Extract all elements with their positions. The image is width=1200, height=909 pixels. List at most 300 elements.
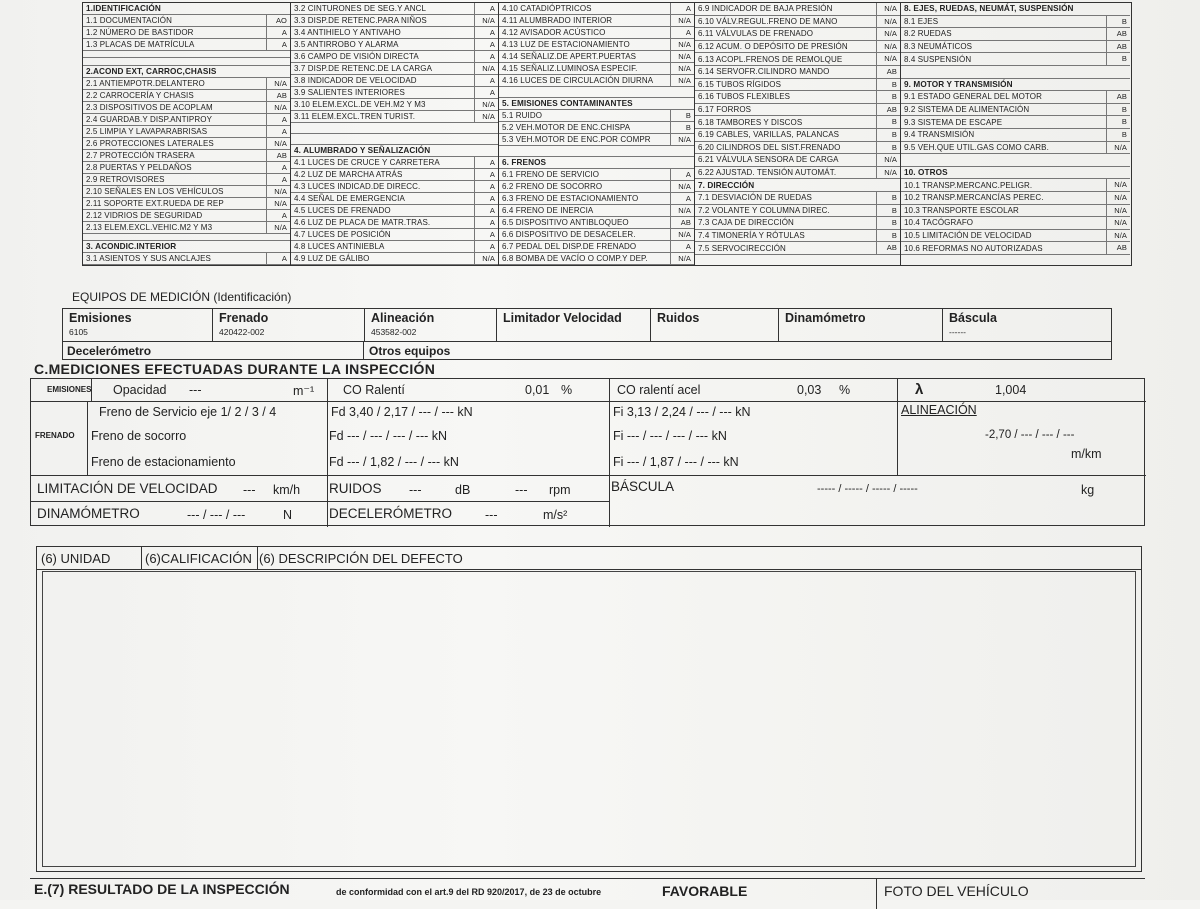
inspection-item-label: 2.11 SOPORTE EXT.RUEDA DE REP [86,198,224,208]
inspection-item-value: B [876,129,900,141]
inspection-item-value: A [474,3,498,14]
inspection-item [291,51,498,63]
inspection-item-value: B [1106,129,1130,141]
inspection-item-value [267,3,290,14]
section-header [901,167,1130,180]
limitacion-label: LIMITACIÓN DE VELOCIDAD [37,481,218,496]
inspection-item-value [671,157,694,168]
defects-header [37,547,1141,570]
inspection-item-label: 6.17 FORROS [698,105,752,115]
inspection-item-value [877,179,900,191]
inspection-item [499,134,694,146]
alineacion-unit: m/km [1071,447,1102,461]
inspection-item-value: N/A [670,75,694,86]
inspection-item-label: 5.3 VEH.MOTOR DE ENC.POR COMPR [502,135,651,144]
result-title: E.(7) RESULTADO DE LA INSPECCIÓN [34,881,290,897]
inspection-item [83,102,290,114]
inspection-item-label: 2.3 DISPOSITIVOS DE ACOPLAM [86,102,213,112]
inspection-item-value: N/A [670,205,694,216]
inspection-item-label: 10.2 TRANSP.MERCANCÍAS PEREC. [904,193,1044,203]
inspection-item-label: 6.14 SERVOFR.CILINDRO MANDO [698,67,830,77]
section-header [901,3,1130,16]
inspection-item-value: B [1106,16,1130,28]
inspection-item [499,39,694,51]
inspection-item-value [1107,66,1130,78]
lambda-label: λ [915,381,924,398]
alineacion-label: ALINEACIÓN [901,403,977,417]
inspection-item-label: 3.11 ELEM.EXCL.TREN TURIST. [294,112,416,121]
inspection-item-value: A [474,75,498,86]
inspection-item [499,229,694,241]
inspection-item [695,129,900,142]
inspection-item [291,241,498,253]
inspection-item-label: 5.2 VEH.MOTOR DE ENC.CHISPA [502,123,631,132]
inspection-item [83,253,290,265]
inspection-item-value: B [1106,53,1130,65]
equipment-emisiones-label: Emisiones [69,311,132,325]
inspection-item-label: 6.11 VÁLVULAS DE FRENADO [698,29,814,39]
inspection-item-label: 7.4 TIMONERÍA Y RÓTULAS [698,230,805,240]
inspection-item-label: 3.10 ELEM.EXCL.DE VEH.M2 Y M3 [294,100,426,109]
inspection-item [291,157,498,169]
inspection-item [499,27,694,39]
inspection-item-label: 7.2 VOLANTE Y COLUMNA DIREC. [698,205,830,215]
inspection-item-label: 4.11 ALUMBRADO INTERIOR [502,16,613,25]
equipment-frenado-label: Frenado [219,311,269,325]
inspection-item [83,39,290,51]
inspection-item-label: 3.8 INDICADOR DE VELOCIDAD [294,76,417,85]
inspection-item [499,217,694,229]
inspection-item-value: N/A [1106,230,1130,242]
inspection-item [901,192,1130,205]
inspection-item-value: A [474,169,498,180]
equipment-emisiones-id: 6105 [69,327,88,337]
inspection-item-label: 7.1 DESVIACIÓN DE RUEDAS [698,193,812,203]
section-header [83,3,290,15]
equipment-frenado-id: 420422-002 [219,327,265,337]
items-column-1 [83,3,291,265]
equipment-dinamometro [779,309,943,341]
lambda-value: 1,004 [995,383,1027,397]
inspection-item-label: 7.5 SERVOCIRECCIÓN [698,243,786,253]
section-header [499,98,694,110]
inspection-item [901,16,1130,29]
inspection-item [83,234,290,241]
inspection-item-value: N/A [1106,142,1130,154]
inspection-item-value [1107,167,1130,179]
inspection-item [291,99,498,111]
inspection-item-label: 6. FRENOS [502,158,547,167]
inspection-item-value: N/A [1106,192,1130,204]
inspection-item-label: 3.6 CAMPO DE VISIÓN DIRECTA [294,52,419,61]
inspection-item [499,169,694,181]
inspection-item [499,63,694,75]
items-column-3 [499,3,695,265]
measurements-title: C.MEDICIONES EFECTUADAS DURANTE LA INSPECCIÓN [34,361,436,377]
inspection-item-value [475,123,498,133]
inspection-item-value: A [474,229,498,240]
equipment-limitador-label: Limitador Velocidad [503,311,622,325]
inspection-item-label: 4.16 LUCES DE CIRCULACIÓN DIURNA [502,76,654,85]
section-header [695,179,900,192]
inspection-item [83,27,290,39]
inspection-item-label: 9.5 VEH.QUE UTIL.GAS COMO CARB. [904,142,1049,152]
inspection-item-value: N/A [876,16,900,28]
inspection-item-value: A [474,181,498,192]
servicio-label: Freno de Servicio eje 1/ 2 / 3 / 4 [99,405,277,419]
equipment-alineacion-id: 453582-002 [371,327,417,337]
inspection-item-label: 1.1 DOCUMENTACIÓN [86,16,173,25]
inspection-item-label: 10.5 LIMITACIÓN DE VELOCIDAD [904,230,1032,240]
inspection-item [695,79,900,92]
inspection-item-value: A [266,27,290,38]
equipment-ruidos-label: Ruidos [657,311,700,325]
inspection-item-value: B [876,230,900,242]
inspection-item-label: 4.9 LUZ DE GÁLIBO [294,254,370,263]
inspection-item-label: 8.4 SUSPENSIÓN [904,54,972,64]
inspection-item [901,179,1130,192]
inspection-item-value: N/A [1106,179,1130,191]
inspection-item [83,138,290,150]
decelerometro-label: DECELERÓMETRO [329,506,453,521]
inspection-item-label: 8.3 NEUMÁTICOS [904,42,973,52]
inspection-item [83,150,290,162]
inspection-item-label: 4.2 LUZ DE MARCHA ATRÁS [294,170,403,179]
inspection-item-value: N/A [474,63,498,74]
inspection-item [499,110,694,122]
inspection-item-value [671,98,694,109]
items-column-2 [291,3,499,265]
inspection-item-label: 1.IDENTIFICACIÓN [86,4,161,13]
inspection-item [291,75,498,87]
inspection-item [83,90,290,102]
inspection-item-label: 6.1 FRENO DE SERVICIO [502,170,600,179]
inspection-item-label: 6.9 INDICADOR DE BAJA PRESIÓN [698,4,833,14]
inspection-item [695,41,900,54]
inspection-item-label: 4.6 LUZ DE PLACA DE MATR.TRAS. [294,218,431,227]
inspection-item-value: N/A [876,3,900,15]
inspection-item-value: N/A [266,102,290,113]
inspection-item [291,253,498,265]
inspection-item-value: A [266,174,290,185]
inspection-item-label: 6.2 FRENO DE SOCORRO [502,182,603,191]
inspection-item-value: A [266,162,290,173]
frenado-tag: FRENADO [35,431,75,440]
inspection-item [901,154,1130,167]
equipment-bascula-id: ------ [949,327,966,337]
inspection-item-value: AB [670,217,694,228]
inspection-item-label: 2.ACOND EXT, CARROC,CHASIS [86,66,217,76]
bascula-label: BÁSCULA [611,479,675,494]
defects-body [42,571,1136,867]
inspection-item-value: N/A [266,78,290,89]
inspection-item-value: B [1106,104,1130,116]
inspection-item [901,116,1130,129]
inspection-item-label: 10.3 TRANSPORTE ESCOLAR [904,205,1019,215]
inspection-item-value: N/A [876,28,900,40]
inspection-item-label: 4.12 AVISADOR ACÚSTICO [502,28,606,37]
defects-calificacion-header: (6)CALIFICACIÓN [145,551,252,566]
vehicle-photo-label: FOTO DEL VEHÍCULO [884,883,1029,899]
dinamometro-unit: N [283,508,293,522]
inspection-item-label: 3.2 CINTURONES DE SEG.Y ANCL [294,4,427,13]
inspection-item-value: A [670,169,694,180]
inspection-item-label: 1.2 NÚMERO DE BASTIDOR [86,28,194,37]
inspection-item-label: 6.22 AJUSTAD. TENSIÓN AUTOMÁT. [698,168,837,178]
inspection-item [901,28,1130,41]
inspection-item-value: N/A [474,15,498,26]
inspection-item-label: 8. EJES, RUEDAS, NEUMÁT, SUSPENSIÓN [904,4,1074,14]
servicio-fi: Fi 3,13 / 2,24 / --- / --- kN [613,405,751,419]
inspection-item-value: AB [1106,91,1130,103]
inspection-item-label: 3.1 ASIENTOS Y SUS ANCLAJES [86,253,211,263]
inspection-item-value: A [474,241,498,252]
inspection-item-value: N/A [266,138,290,149]
inspection-item-label: 4.4 SEÑAL DE EMERGENCIA [294,194,405,203]
measurements-table [30,378,1145,526]
inspection-item-label: 6.13 ACOPL.FRENOS DE REMOLQUE [698,54,843,64]
inspection-item-value: A [266,253,290,264]
inspection-item-value: B [876,116,900,128]
inspection-item-value: A [266,126,290,137]
inspection-item [291,3,498,15]
inspection-item [291,205,498,217]
inspection-item-value: N/A [266,198,290,209]
inspection-item [291,181,498,193]
ruidos-unit: dB [455,483,471,497]
inspection-item [901,53,1130,66]
inspection-item [291,217,498,229]
inspection-item-value: A [266,114,290,125]
inspection-item-value: B [876,91,900,103]
inspection-item-value: A [266,39,290,50]
inspection-item-label: 2.12 VIDRIOS DE SEGURIDAD [86,210,203,220]
inspection-item-label: 3.7 DISP.DE RETENC.DE LA CARGA [294,64,433,73]
inspection-item-value: B [670,110,694,121]
inspection-item-label: 6.6 DISPOSITIVO DE DESACELER. [502,230,636,239]
equipment-table [62,308,1112,360]
inspection-item-label: 7. DIRECCIÓN [698,180,755,190]
inspection-item [83,126,290,138]
section-header [83,66,290,78]
inspection-item-value: N/A [670,15,694,26]
section-header [291,145,498,157]
inspection-item-label: 6.18 TAMBORES Y DISCOS [698,117,803,127]
inspection-item-value: N/A [876,154,900,166]
inspection-item [499,241,694,253]
section-header [901,79,1130,92]
socorro-label: Freno de socorro [91,429,187,443]
inspection-item-value: A [670,241,694,252]
rpm-value: --- [515,483,528,497]
inspection-item-label: 6.20 CILINDROS DEL SIST.FRENADO [698,142,841,152]
inspection-item-label: 10. OTROS [904,168,948,178]
inspection-item-value: AB [266,90,290,101]
inspection-item-label: 9.2 SISTEMA DE ALIMENTACIÓN [904,105,1030,115]
inspection-item-label: 8.1 EJES [904,16,939,26]
servicio-fd: Fd 3,40 / 2,17 / --- / --- kN [331,405,473,419]
inspection-item-value: AB [1106,41,1130,53]
inspection-item-value: B [876,79,900,91]
inspection-item [291,134,498,145]
inspection-item-label: 6.15 TUBOS RÍGIDOS [698,79,782,89]
result-row [30,878,1145,909]
inspection-item-value: N/A [670,229,694,240]
defects-table [36,546,1142,872]
equipment-ruidos [651,309,779,341]
equipment-alineacion-label: Alineación [371,311,435,325]
inspection-item-value [267,234,290,240]
section-header [83,241,290,253]
inspection-item-value: A [474,39,498,50]
inspection-item-value: A [474,51,498,62]
inspection-item-value: A [670,27,694,38]
inspection-item-label: 2.5 LIMPIA Y LAVAPARABRISAS [86,126,208,136]
inspection-item [499,146,694,157]
inspection-item-label: 2.10 SEÑALES EN LOS VEHÍCULOS [86,186,224,196]
inspection-item-value [475,134,498,144]
inspection-item-label: 5. EMISIONES CONTAMINANTES [502,99,633,108]
inspection-item-value: A [474,193,498,204]
decelerometro-unit: m/s² [543,508,568,522]
inspection-item-value: N/A [670,253,694,264]
inspection-item [83,51,290,58]
inspection-item-value: B [876,192,900,204]
bascula-value: ----- / ----- / ----- / ----- [817,483,918,495]
inspection-item [499,51,694,63]
inspection-item [499,75,694,87]
limitacion-value: --- [243,483,256,497]
inspection-item-label: 3.4 ANTIHIELO Y ANTIVAHO [294,28,401,37]
inspection-item-label: 4.10 CATADIÓPTRICOS [502,4,592,13]
inspection-item [291,169,498,181]
equipment-title: EQUIPOS DE MEDICIÓN (Identificación) [72,290,292,304]
inspection-item-value [267,51,290,57]
inspection-item [291,193,498,205]
equipment-bascula-label: Báscula [949,311,997,325]
co-ralenti-label: CO Ralentí [343,383,405,397]
inspection-item-value: N/A [876,167,900,179]
estac-fd: Fd --- / 1,82 / --- / --- kN [329,455,459,469]
inspection-item-value: B [1106,116,1130,128]
co-ralenti-value: 0,01 [525,383,550,397]
co-acel-label: CO ralentí acel [617,383,701,397]
inspection-item [695,66,900,79]
inspection-item-value [671,146,694,156]
inspection-item-value: N/A [266,186,290,197]
inspection-item [695,230,900,243]
inspection-item-value: N/A [670,63,694,74]
defects-descripcion-header: (6) DESCRIPCIÓN DEL DEFECTO [259,551,463,566]
co-acel-value: 0,03 [797,383,822,397]
inspection-item-label: 2.9 RETROVISORES [86,174,165,184]
inspection-item [901,41,1130,54]
inspection-item-label: 1.3 PLACAS DE MATRÍCULA [86,40,195,49]
inspection-item-label: 6.10 VÁLV.REGUL.FRENO DE MANO [698,16,838,26]
inspection-item [291,39,498,51]
inspection-item [695,53,900,66]
inspection-item-value [475,145,498,156]
inspection-item-value [1107,3,1130,15]
emisiones-tag: EMISIONES [47,385,92,394]
inspection-item [499,181,694,193]
inspection-item-value: A [266,210,290,221]
inspection-item-label: 4.5 LUCES DE FRENADO [294,206,391,215]
equipment-otros-label: Otros equipos [369,344,451,358]
inspection-item-value: A [474,157,498,168]
inspection-item-value: B [876,205,900,217]
inspection-item-label: 6.21 VÁLVULA SENSORA DE CARGA [698,155,839,165]
inspection-item-value: AO [266,15,290,26]
inspection-item [901,242,1130,255]
dinamometro-label: DINAMÓMETRO [37,506,140,521]
inspection-item-label: 8.2 RUEDAS [904,29,952,39]
inspection-item-value: AB [1106,242,1130,254]
inspection-item-value [671,87,694,97]
inspection-item-label: 9.4 TRANSMISIÓN [904,130,975,140]
result-note: de conformidad con el art.9 del RD 920/2017, de 23 de octubre [336,887,602,897]
inspection-item-value [267,241,290,252]
inspection-item-value: N/A [474,99,498,110]
rpm-unit: rpm [549,483,571,497]
inspection-item-label: 3.3 DISP.DE RETENC.PARA NIÑOS [294,16,427,25]
inspection-item [291,63,498,75]
inspection-item-value [267,66,290,77]
equipment-bottom-row [63,341,1111,360]
inspection-item [695,142,900,155]
inspection-item [83,58,290,65]
inspection-item [901,91,1130,104]
inspection-item [901,66,1130,79]
inspection-item-label: 2.6 PROTECCIONES LATERALES [86,138,214,148]
inspection-item-label: 10.4 TACÓGRAFO [904,218,974,228]
result-value: FAVORABLE [662,883,748,899]
inspection-item [291,87,498,99]
inspection-item-label: 6.3 FRENO DE ESTACIONAMIENTO [502,194,639,203]
inspection-item-label: 9.1 ESTADO GENERAL DEL MOTOR [904,92,1042,102]
alineacion-value: -2,70 / --- / --- / --- [985,429,1075,441]
inspection-item [83,15,290,27]
inspection-item [83,222,290,234]
ruidos-value: --- [409,483,422,497]
inspection-item-value: N/A [876,53,900,65]
decelerometro-value: --- [485,508,498,522]
inspection-item-label: 5.1 RUIDO [502,111,543,120]
inspection-item-value [1107,79,1130,91]
inspection-item-value: A [474,27,498,38]
inspection-item-value: A [670,3,694,14]
inspection-item [499,122,694,134]
inspection-item [499,253,694,265]
equipment-alineacion [365,309,497,341]
inspection-item-label: 4.3 LUCES INDICAD.DE DIRECC. [294,182,421,191]
inspection-item [83,174,290,186]
inspection-item-value: AB [1106,28,1130,40]
inspection-item [695,205,900,218]
equipment-frenado [213,309,365,341]
inspection-item-value: N/A [474,111,498,122]
inspection-item-label: 6.4 FRENO DE INERCIA [502,206,594,215]
inspection-item-label: 6.8 BOMBA DE VACÍO O COMP.Y DEP. [502,254,648,263]
inspection-item-value: AB [876,242,900,254]
inspection-item [291,123,498,134]
inspection-item-value: N/A [670,134,694,145]
inspection-item [695,167,900,180]
opacidad-label: Opacidad [113,383,167,397]
inspection-item-value: A [474,217,498,228]
inspection-item [901,230,1130,243]
inspection-item [83,78,290,90]
